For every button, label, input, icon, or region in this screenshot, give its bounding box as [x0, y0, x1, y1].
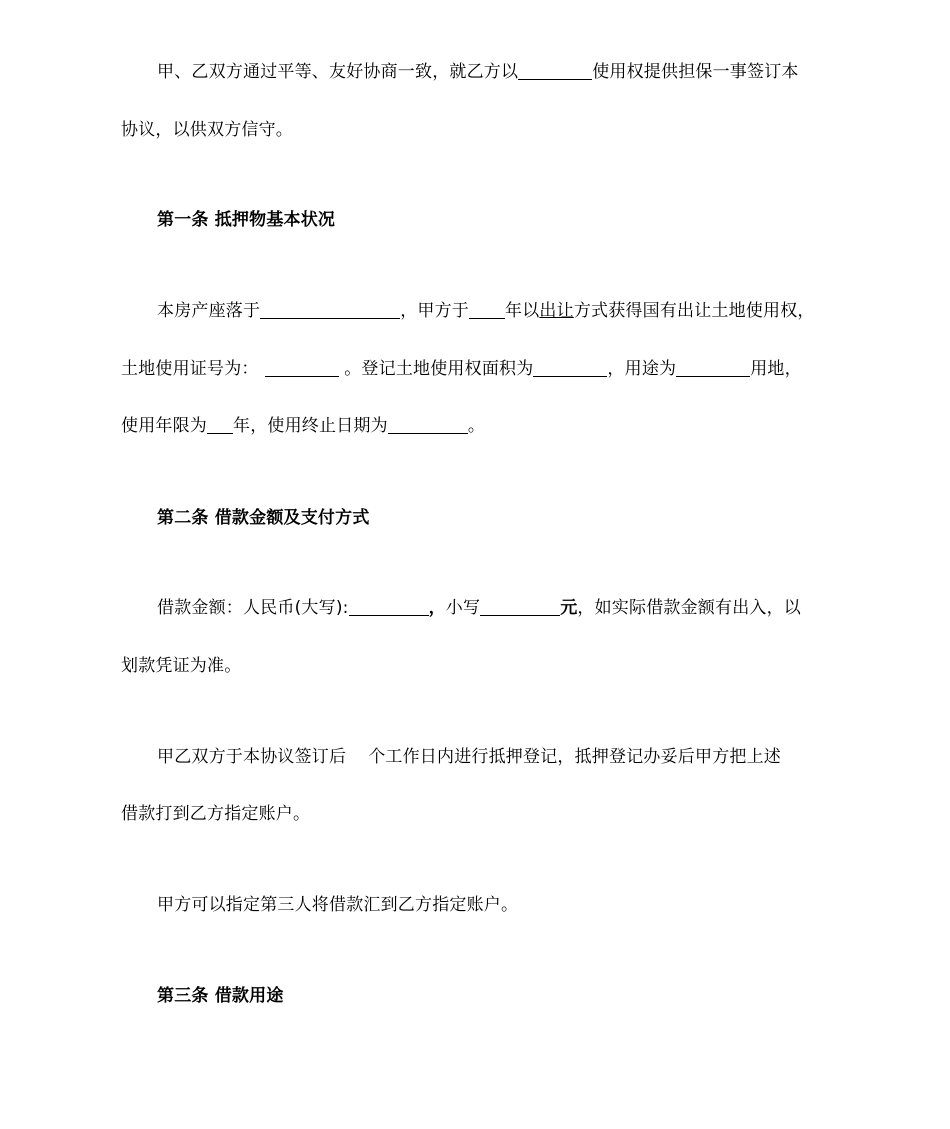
text-location-label: 本房产座落于 [157, 301, 261, 321]
article-1-line-1 [157, 299, 815, 323]
article-2-para-3: 甲方可以指定第三人将借款汇到乙方指定账户。 [157, 895, 519, 915]
text-figures-label: 小写 [445, 598, 481, 618]
article-3-heading: 第三条 借款用途 [157, 986, 284, 1006]
text-comma-bold: ， [428, 598, 446, 618]
text-working-days-registration: 个工作日内进行抵押登记，抵押登记办妥后甲方把上述 [368, 747, 782, 767]
blank-amount-words [349, 597, 429, 616]
text-usage-label: ，用途为 [607, 359, 677, 379]
text-year-by: 年以 [505, 301, 540, 321]
text-end-date-label: 年，使用终止日期为 [233, 416, 388, 436]
article-2-para-2-line-2: 借款打到乙方指定账户。 [121, 804, 311, 824]
blank-location [260, 300, 400, 319]
article-2-para-2-line-1 [157, 745, 781, 769]
blank-term-years [207, 415, 233, 434]
text-party-a-at: ，甲方于 [400, 301, 470, 321]
text-land-use: 用地， [750, 359, 802, 379]
blank-area [533, 358, 607, 377]
intro-line-1 [157, 60, 799, 84]
article-1-line-3 [121, 414, 485, 438]
text-transfer-underlined: 出让 [539, 301, 574, 321]
intro-text-b: 使用权提供担保一事签订本 [592, 62, 799, 82]
blank-usage [676, 358, 750, 377]
intro-text-a: 甲、乙双方通过平等、友好协商一致，就乙方以 [157, 62, 519, 82]
text-period: 。 [467, 416, 486, 436]
article-2-para-1-line-1 [157, 596, 801, 620]
article-1-heading: 第一条 抵押物基本状况 [157, 210, 336, 230]
blank-amount-figures [480, 597, 560, 616]
text-method-acquired: 方式获得国有出让土地使用权， [573, 301, 815, 321]
text-area-label: 。登记土地使用权面积为 [338, 359, 534, 379]
text-cert-number-label: 土地使用证号为： [121, 359, 259, 379]
text-loan-amount-label: 借款金额：人民币(大写): [157, 598, 349, 618]
article-2-heading: 第二条 借款金额及支付方式 [157, 508, 370, 528]
text-yuan: 元 [560, 598, 578, 618]
article-2-para-1-line-2: 划款凭证为准。 [121, 656, 242, 676]
blank-cert-number [265, 358, 339, 377]
text-after-signing: 甲乙双方于本协议签订后 [157, 747, 347, 767]
blank-right-type [518, 61, 592, 80]
blank-year [469, 300, 505, 319]
text-term-label: 使用年限为 [121, 416, 207, 436]
blank-end-date [388, 415, 468, 434]
article-1-line-2 [121, 357, 802, 381]
text-discrepancy-note: ，如实际借款金额有出入，以 [577, 598, 802, 618]
intro-line-2: 协议，以供双方信守。 [121, 120, 293, 140]
